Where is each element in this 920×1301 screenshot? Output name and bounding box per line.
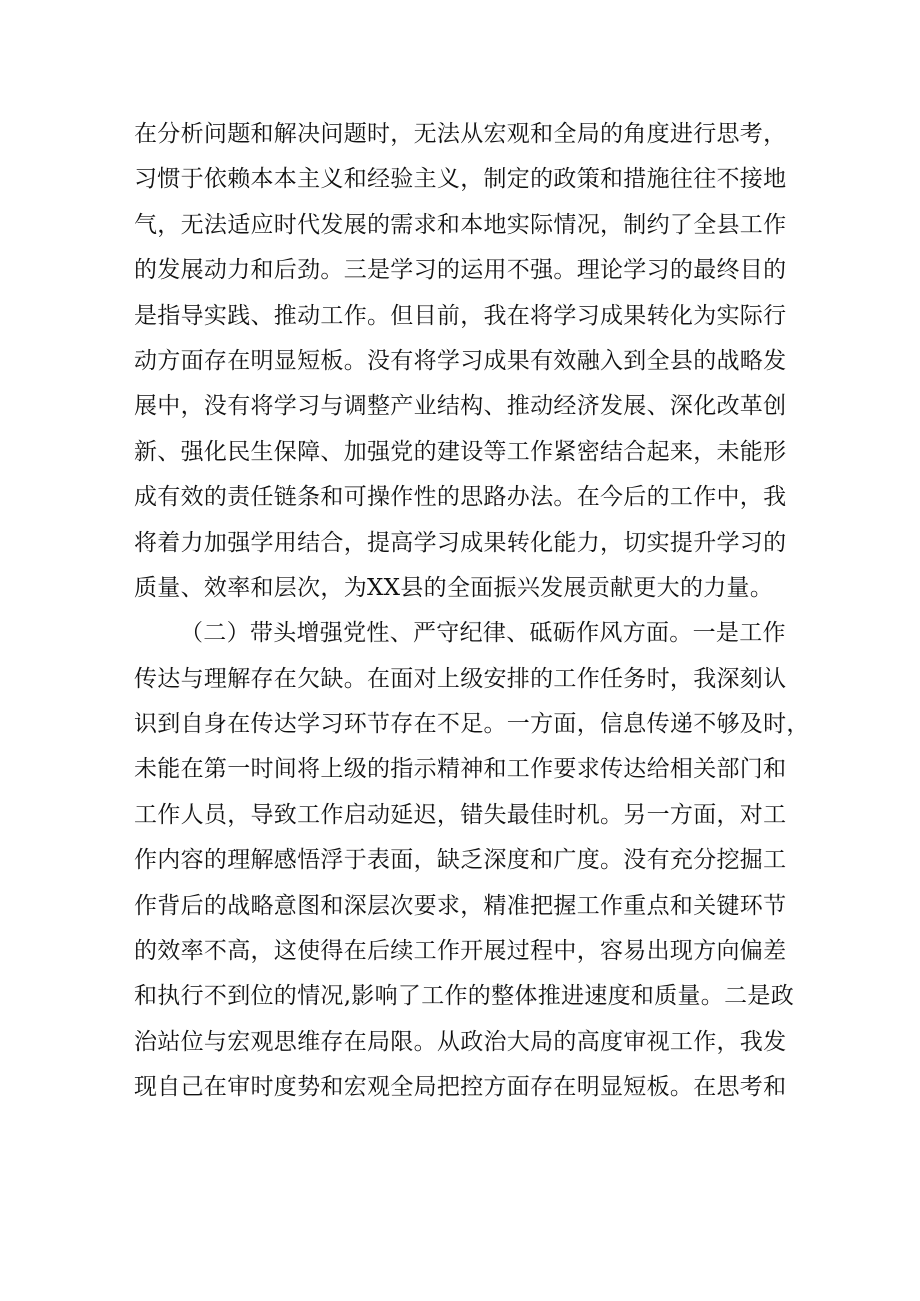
text-line: 作背后的战略意图和深层次要求，精准把握工作重点和关键环节: [134, 892, 787, 919]
text-line: 动方面存在明显短板。没有将学习成果有效融入到全县的战略发: [134, 347, 787, 374]
text-line: 现自己在审时度势和宏观全局把控方面存在明显短板。在思考和: [134, 1074, 787, 1101]
text-line: 成有效的责任链条和可操作性的思路办法。在今后的工作中，我: [134, 484, 787, 511]
text-line: 的发展动力和后劲。三是学习的运用不强。理论学习的最终目的: [134, 257, 787, 284]
text-line: 识到自身在传达学习环节存在不足。一方面，信息传递不够及时，: [134, 711, 810, 738]
text-line: 是指导实践、推动工作。但目前，我在将学习成果转化为实际行: [134, 302, 787, 329]
text-line: 展中，没有将学习与调整产业结构、推动经济发展、深化改革创: [134, 393, 787, 420]
text-line: 工作人员，导致工作启动延迟，错失最佳时机。另一方面，对工: [134, 801, 787, 828]
section-heading-line: （二）带头增强党性、严守纪律、砥砺作风方面。一是工作: [180, 620, 786, 647]
text-line: 新、强化民生保障、加强党的建设等工作紧密结合起来，未能形: [134, 438, 787, 465]
text-line: 的效率不高，这使得在后续工作开展过程中，容易出现方向偏差: [134, 938, 787, 965]
text-line: 作内容的理解感悟浮于表面，缺乏深度和广度。没有充分挖掘工: [134, 847, 787, 874]
body-text: [134, 112, 810, 1111]
text-line: 未能在第一时间将上级的指示精神和工作要求传达给相关部门和: [134, 756, 787, 783]
text-line: 将着力加强学用结合，提高学习成果转化能力，切实提升学习的: [134, 529, 787, 556]
text-line: 和执行不到位的情况,影响了工作的整体推进速度和质量。二是政: [134, 983, 795, 1010]
text-line: 治站位与宏观思维存在局限。从政治大局的高度审视工作，我发: [134, 1028, 787, 1055]
text-line: 在分析问题和解决问题时，无法从宏观和全局的角度进行思考，: [134, 121, 787, 147]
text-line: 习惯于依赖本本主义和经验主义，制定的政策和措施往往不接地: [134, 166, 787, 193]
text-line: 传达与理解存在欠缺。在面对上级安排的工作任务时，我深刻认: [134, 665, 787, 692]
text-line: 气，无法适应时代发展的需求和本地实际情况，制约了全县工作: [134, 211, 787, 238]
text-line: 质量、效率和层次，为XX县的全面振兴发展贡献更大的力量。: [134, 574, 774, 601]
